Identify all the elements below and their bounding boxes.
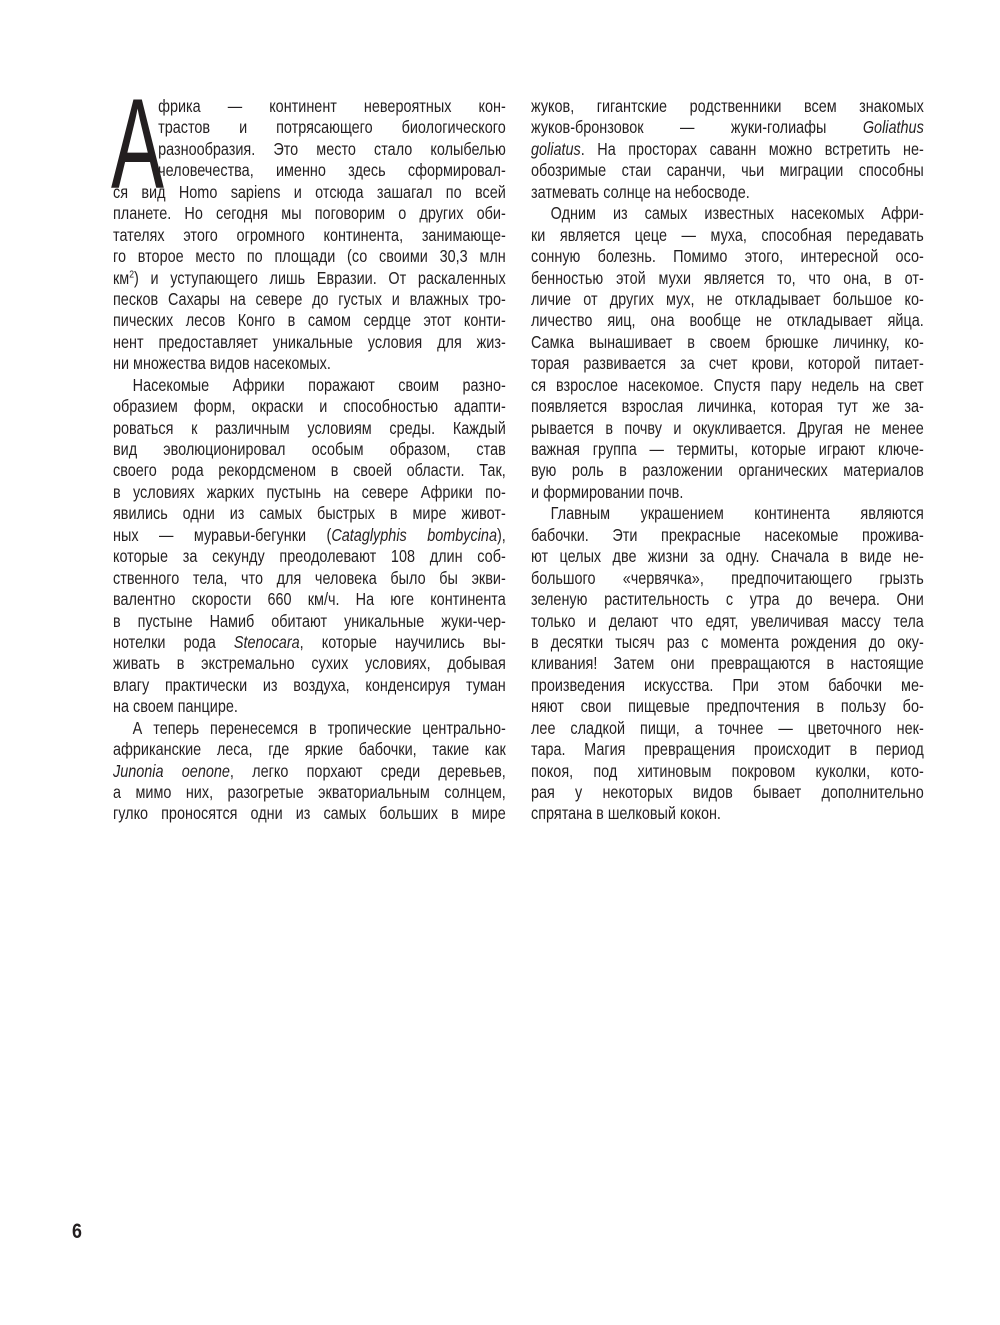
text-line	[113, 761, 506, 782]
text-line: лее сладкой пищи, а точнее — цветочного нек-	[531, 717, 924, 738]
text-line	[531, 139, 924, 160]
text-line	[531, 117, 924, 138]
text-line	[113, 268, 506, 289]
text-line: в пустыне Намиб обитают уникальные жуки-чер-	[113, 610, 506, 631]
text-line: сонную болезнь. Помимо этого, интересной осо-	[531, 246, 924, 267]
text-line: ся взрослое насекомое. Спустя пару недель на свет	[531, 374, 924, 395]
page-number: 6	[72, 1220, 82, 1243]
text-line: Главным украшением континента являются	[550, 503, 924, 524]
text-line: песков Сахары на севере до густых и влажных тро-	[113, 288, 506, 309]
text-line: планете. Но сегодня мы поговорим о других оби-	[113, 203, 506, 224]
text-line: нент предоставляет уникальные условия для жиз-	[113, 331, 506, 352]
text-line: ют целых две жизни за одну. Сначала в виде не-	[531, 546, 924, 567]
text-line: важная группа — термиты, которые играют ключе-	[531, 439, 924, 459]
text-column-left	[111, 73, 506, 825]
text-line: в десятки тысяч раз с момента рождения до оку-	[531, 631, 924, 652]
paragraph	[531, 96, 924, 203]
text-line: ся вид Homo sapiens и отсюда зашагал по всей	[113, 181, 506, 202]
text-line	[113, 632, 506, 653]
text-line: А теперь перенесемся в тропические центрально-	[132, 717, 506, 738]
column-body	[113, 96, 506, 825]
text-line: покоя, под хитиновым покровом куколки, кото-	[531, 760, 924, 781]
column-body	[531, 96, 924, 825]
paragraph	[531, 503, 924, 825]
text-line: явились одни из самых быстрых в мире живот-	[113, 503, 506, 524]
text-line: пических лесов Конго в самом сердце этот конти-	[113, 310, 506, 331]
italic-species-name: Junonia oenone	[113, 760, 230, 781]
italic-species-name: Stenocara	[233, 631, 300, 652]
text-line: которые за секунду преодолевают 108 длин соб-	[113, 546, 506, 567]
text-line: жуков, гигантские родственники всем знакомых	[531, 96, 924, 116]
text-line: живать в экстремально сухих условиях, добывая	[113, 653, 506, 674]
text-line: только и делают что едят, увеличивая массу тела	[531, 610, 924, 631]
text-line: ни множества видов насекомых.	[113, 353, 331, 374]
paragraph	[113, 718, 506, 825]
text-line: личие от других мух, не откладывает большое ко-	[531, 288, 924, 309]
text-line: го второе место по площади (со своими 30,3 млн	[113, 246, 506, 267]
text-line: рая у некоторых видов бывает дополнительно	[531, 782, 924, 802]
text-segment: ),	[496, 524, 506, 545]
text-line: образием форм, окраски и способностью адапти-	[113, 396, 506, 417]
italic-species-name: Goliathus	[862, 117, 924, 138]
text-line: трастов и потрясающего биологического	[158, 117, 506, 138]
text-line: обозримые стаи саранчи, чьи миграции способны	[531, 160, 924, 181]
text-line: затмевать солнце на небосводе.	[531, 181, 750, 202]
text-line: большого «червячка», предпочитающего грызть	[531, 567, 924, 588]
text-line: валентно скорости 660 км/ч. На юге континента	[113, 589, 506, 610]
text-line	[113, 525, 506, 546]
text-line: спрятана в шелковый кокон.	[531, 803, 721, 824]
text-segment: . На просторах саванн можно встретить не-	[580, 138, 924, 159]
text-line: вид эволюционировал особым образом, став	[113, 439, 506, 459]
text-column-right	[531, 96, 924, 825]
text-line: торая развивается за счет крови, которой питает-	[531, 353, 924, 374]
text-line: бенностью этой мухи является то, что она, в от-	[531, 267, 924, 288]
text-line: гулко проносятся одни из самых больших в мире	[113, 803, 506, 824]
text-line: африканские леса, где яркие бабочки, такие как	[113, 739, 506, 760]
text-segment: ) и уступающего лишь Евразии. От раскаленных	[134, 267, 506, 288]
text-line: личество яиц, она вообще не откладывает яйца.	[531, 310, 924, 331]
text-line: рывается в почву и окукливается. Другая не менее	[531, 417, 924, 438]
text-line: своего рода рекордсменом в своей области. Так,	[113, 460, 506, 481]
paragraph	[531, 203, 924, 503]
text-line: ки является цеце — муха, способная передавать	[531, 224, 924, 245]
paragraph	[113, 96, 506, 375]
text-segment: , легко порхают среди деревьев,	[229, 760, 506, 781]
text-line: ственного тела, что для человека было бы экви-	[113, 567, 506, 588]
text-segment: км	[113, 267, 130, 288]
text-line: Самка вынашивает в своем брюшке личинку, ко-	[531, 331, 924, 352]
text-line: и формировании почв.	[531, 481, 684, 502]
text-line: влагу практически из воздуха, конденсируя туман	[113, 674, 506, 695]
text-line: вую роль в разложении органических материалов	[531, 460, 924, 481]
text-line: человечества, именно здесь сформировал-	[158, 160, 506, 181]
text-line: кливания! Затем они превращаются в настоящие	[531, 653, 924, 674]
drop-cap: А	[111, 73, 164, 216]
text-segment: , которые научились вы-	[299, 631, 506, 652]
text-line: на своем панцире.	[113, 696, 238, 717]
text-line: Насекомые Африки поражают своим разно-	[132, 374, 506, 395]
text-line: тара. Магия превращения происходит в период	[531, 739, 924, 760]
text-line: няют свои пищевые предпочтения в пользу бо-	[531, 696, 924, 717]
paragraph	[113, 375, 506, 718]
text-line: Одним из самых известных насекомых Афри-	[550, 203, 924, 224]
text-line: тателях этого огромного континента, занимающе-	[113, 224, 506, 245]
text-segment: нотелки рода	[113, 631, 234, 652]
text-line: в условиях жарких пустынь на севере Африки по-	[113, 481, 506, 502]
text-segment: жуков-бронзовок — жуки-голиафы	[531, 117, 863, 138]
text-line: зеленую растительность с утра до вечера. Они	[531, 589, 924, 610]
text-line: роваться к различным условиям среды. Каждый	[113, 417, 506, 438]
italic-species-name: goliatus	[531, 138, 581, 159]
italic-species-name: Cataglyphis bombycina	[331, 524, 497, 545]
text-line: а мимо них, разогретые экваториальным солнцем,	[113, 782, 506, 802]
text-line: фрика — континент невероятных кон-	[158, 96, 506, 116]
text-line: бабочки. Эти прекрасные насекомые прожива-	[531, 524, 924, 545]
text-line: произведения искусства. При этом бабочки ме-	[531, 674, 924, 695]
text-line: разнообразия. Это место стало колыбелью	[158, 138, 506, 159]
text-segment: ных — муравьи-бегунки (	[113, 524, 332, 545]
text-line: появляется взрослая личинка, которая тут же за-	[531, 396, 924, 417]
superscript: 2	[129, 268, 135, 281]
